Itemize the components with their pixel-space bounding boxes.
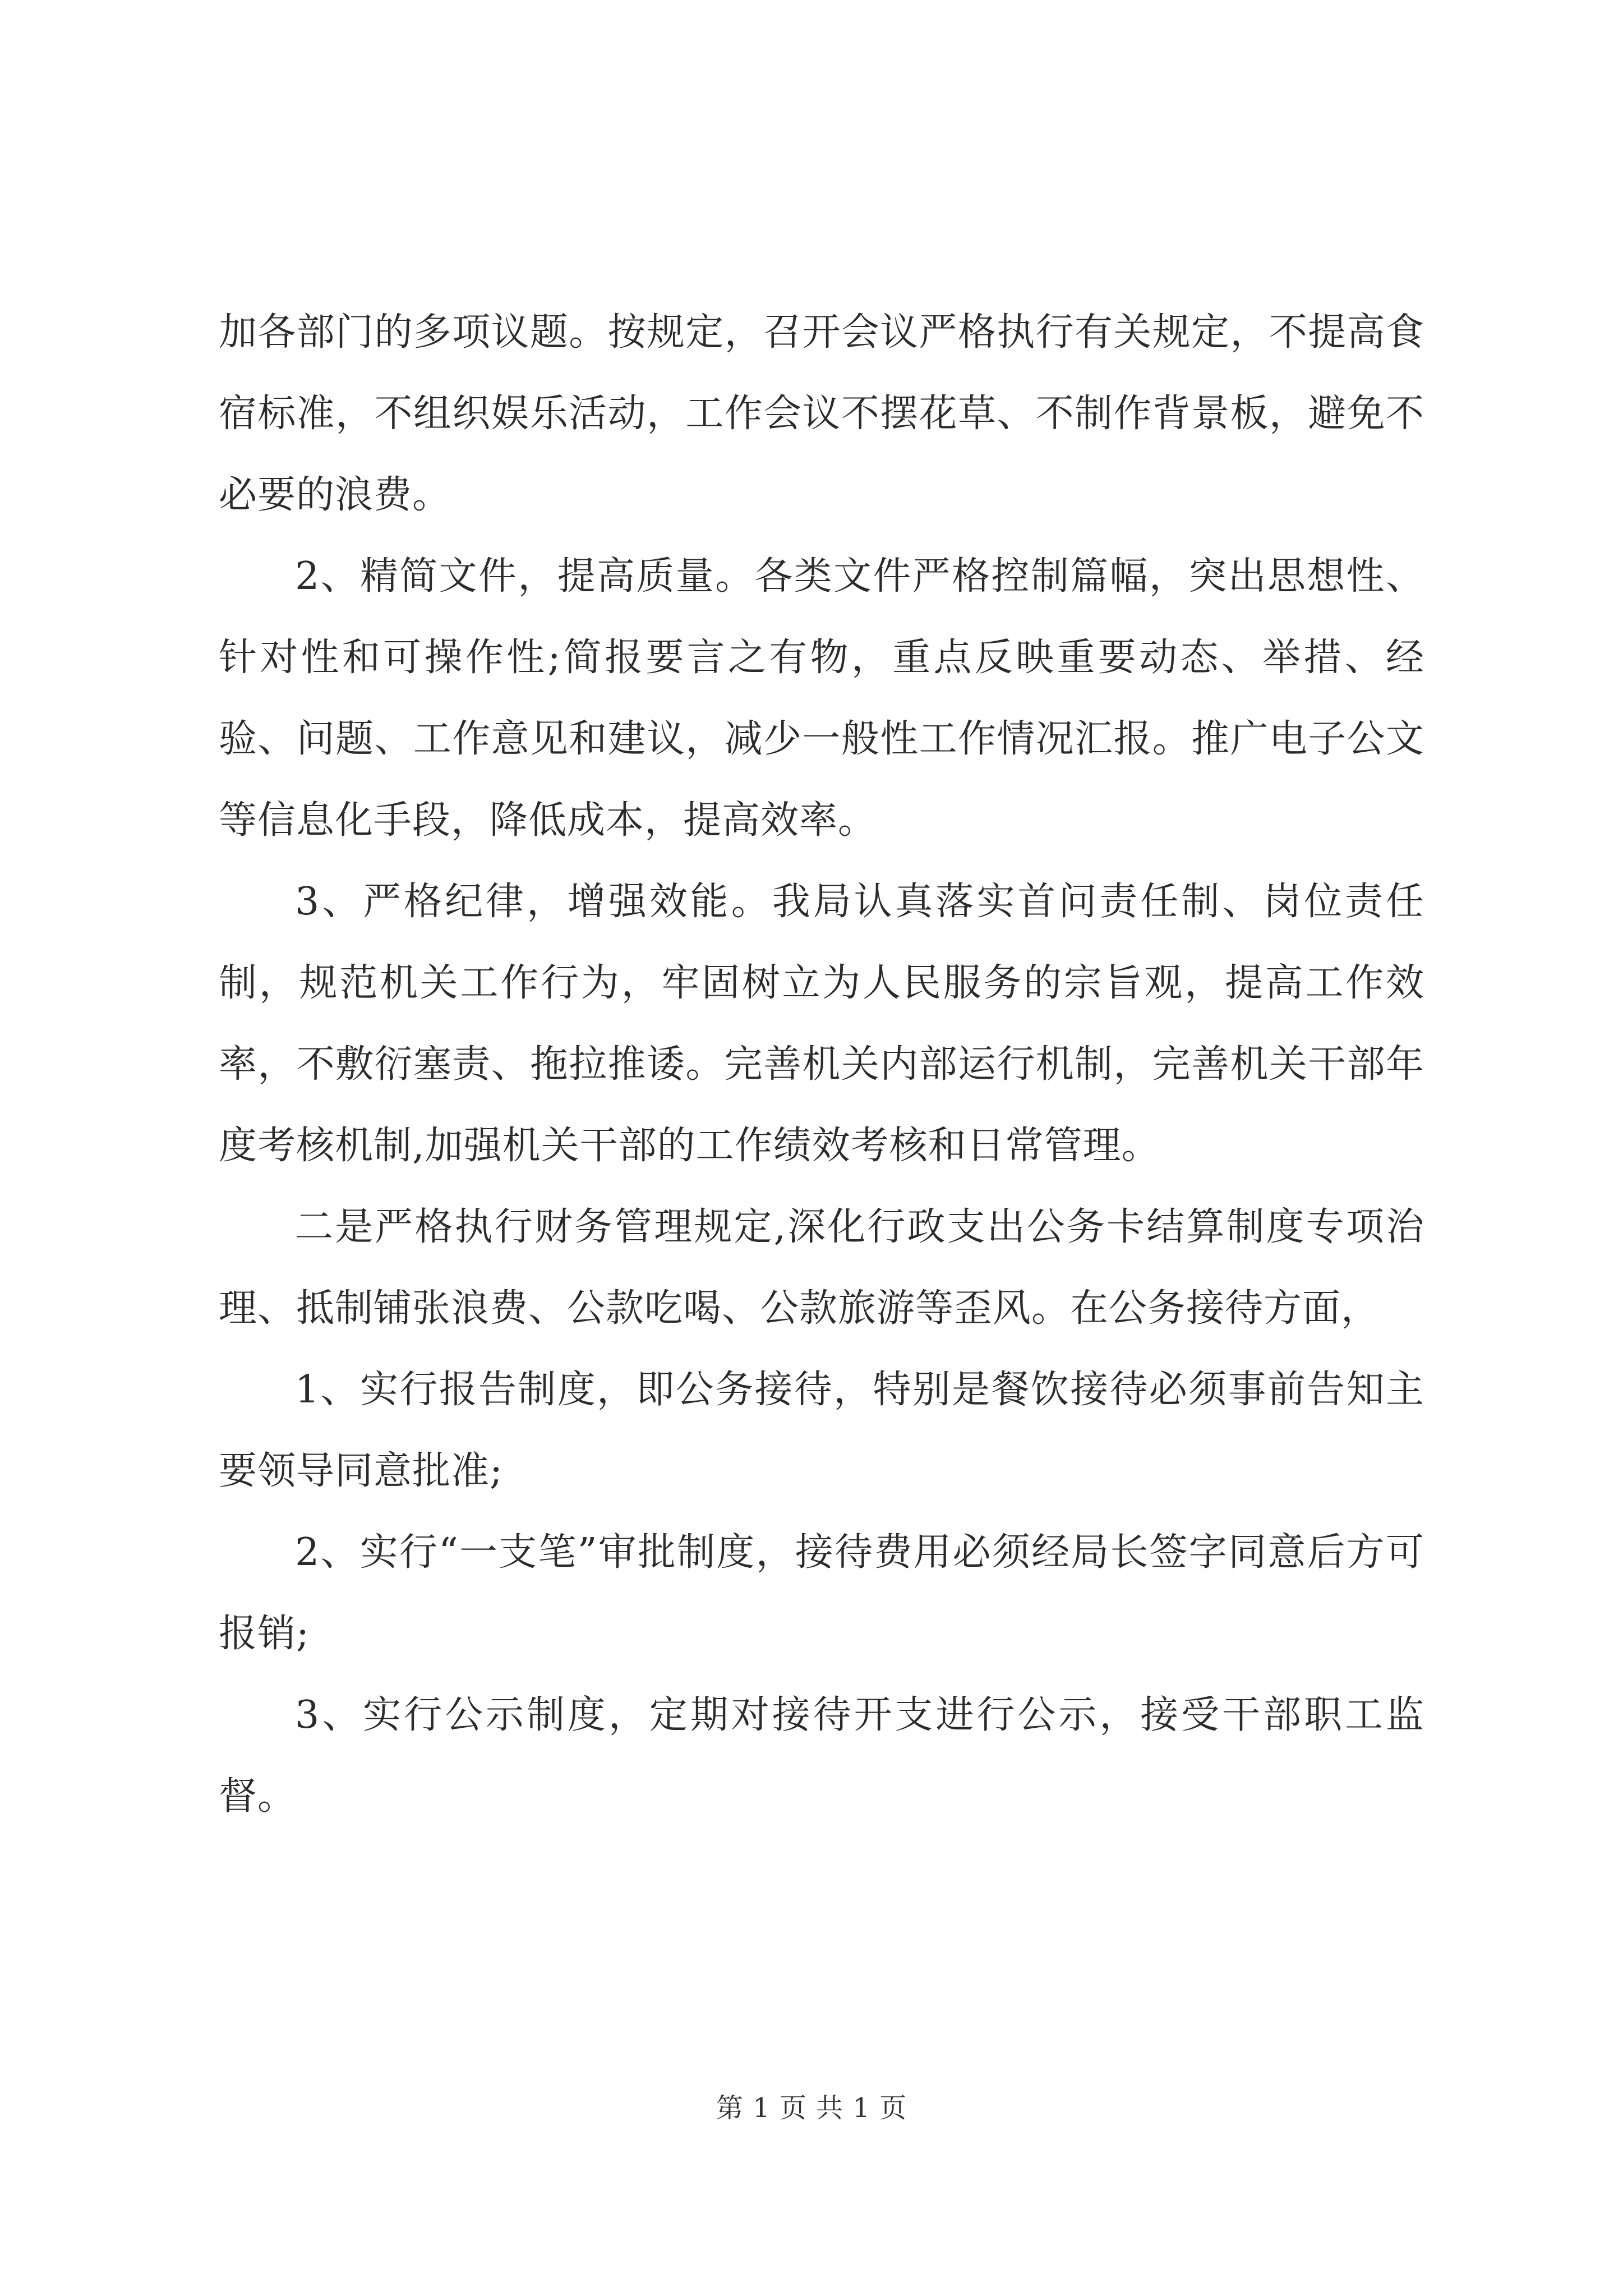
- paragraph-item-3-discipline: 3、严格纪律，增强效能。我局认真落实首问责任制、岗位责任制，规范机关工作行为，牢固树立为人民服务的宗旨观，提高工作效率，不敷衍塞责、拖拉推诿。完善机关内部运行机制，完善机关干部年度考核机制,加强机关干部的工作绩效考核和日常管理。: [219, 880, 1424, 1168]
- page-footer: 第 1 页 共 1 页: [716, 2092, 907, 2124]
- paragraph-finance-rules: 二是严格执行财务管理规定,深化行政支出公务卡结算制度专项治理、抵制铺张浪费、公款吃喝、公款旅游等歪风。在公务接待方面，: [219, 1205, 1424, 1331]
- paragraph-publicity-system: 3、实行公示制度，定期对接待开支进行公示，接受干部职工监督。: [219, 1693, 1424, 1819]
- paragraph-approval-system: 2、实行“一支笔”审批制度，接待费用必须经局长签字同意后方可报销;: [219, 1530, 1424, 1656]
- paragraph-item-2-documents: 2、精简文件，提高质量。各类文件严格控制篇幅，突出思想性、针对性和可操作性;简报要言之有物，重点反映重要动态、举措、经验、问题、工作意见和建议，减少一般性工作情况汇报。推广电子公文等信息化手段，降低成本，提高效率。: [219, 554, 1424, 843]
- paragraph-continuation: 加各部门的多项议题。按规定，召开会议严格执行有关规定，不提高食宿标准，不组织娱乐活动，工作会议不摆花草、不制作背景板，避免不必要的浪费。: [219, 310, 1424, 517]
- paragraph-reporting-system: 1、实行报告制度，即公务接待，特别是餐饮接待必须事前告知主要领导同意批准;: [219, 1368, 1424, 1493]
- document-body: [219, 292, 1424, 1837]
